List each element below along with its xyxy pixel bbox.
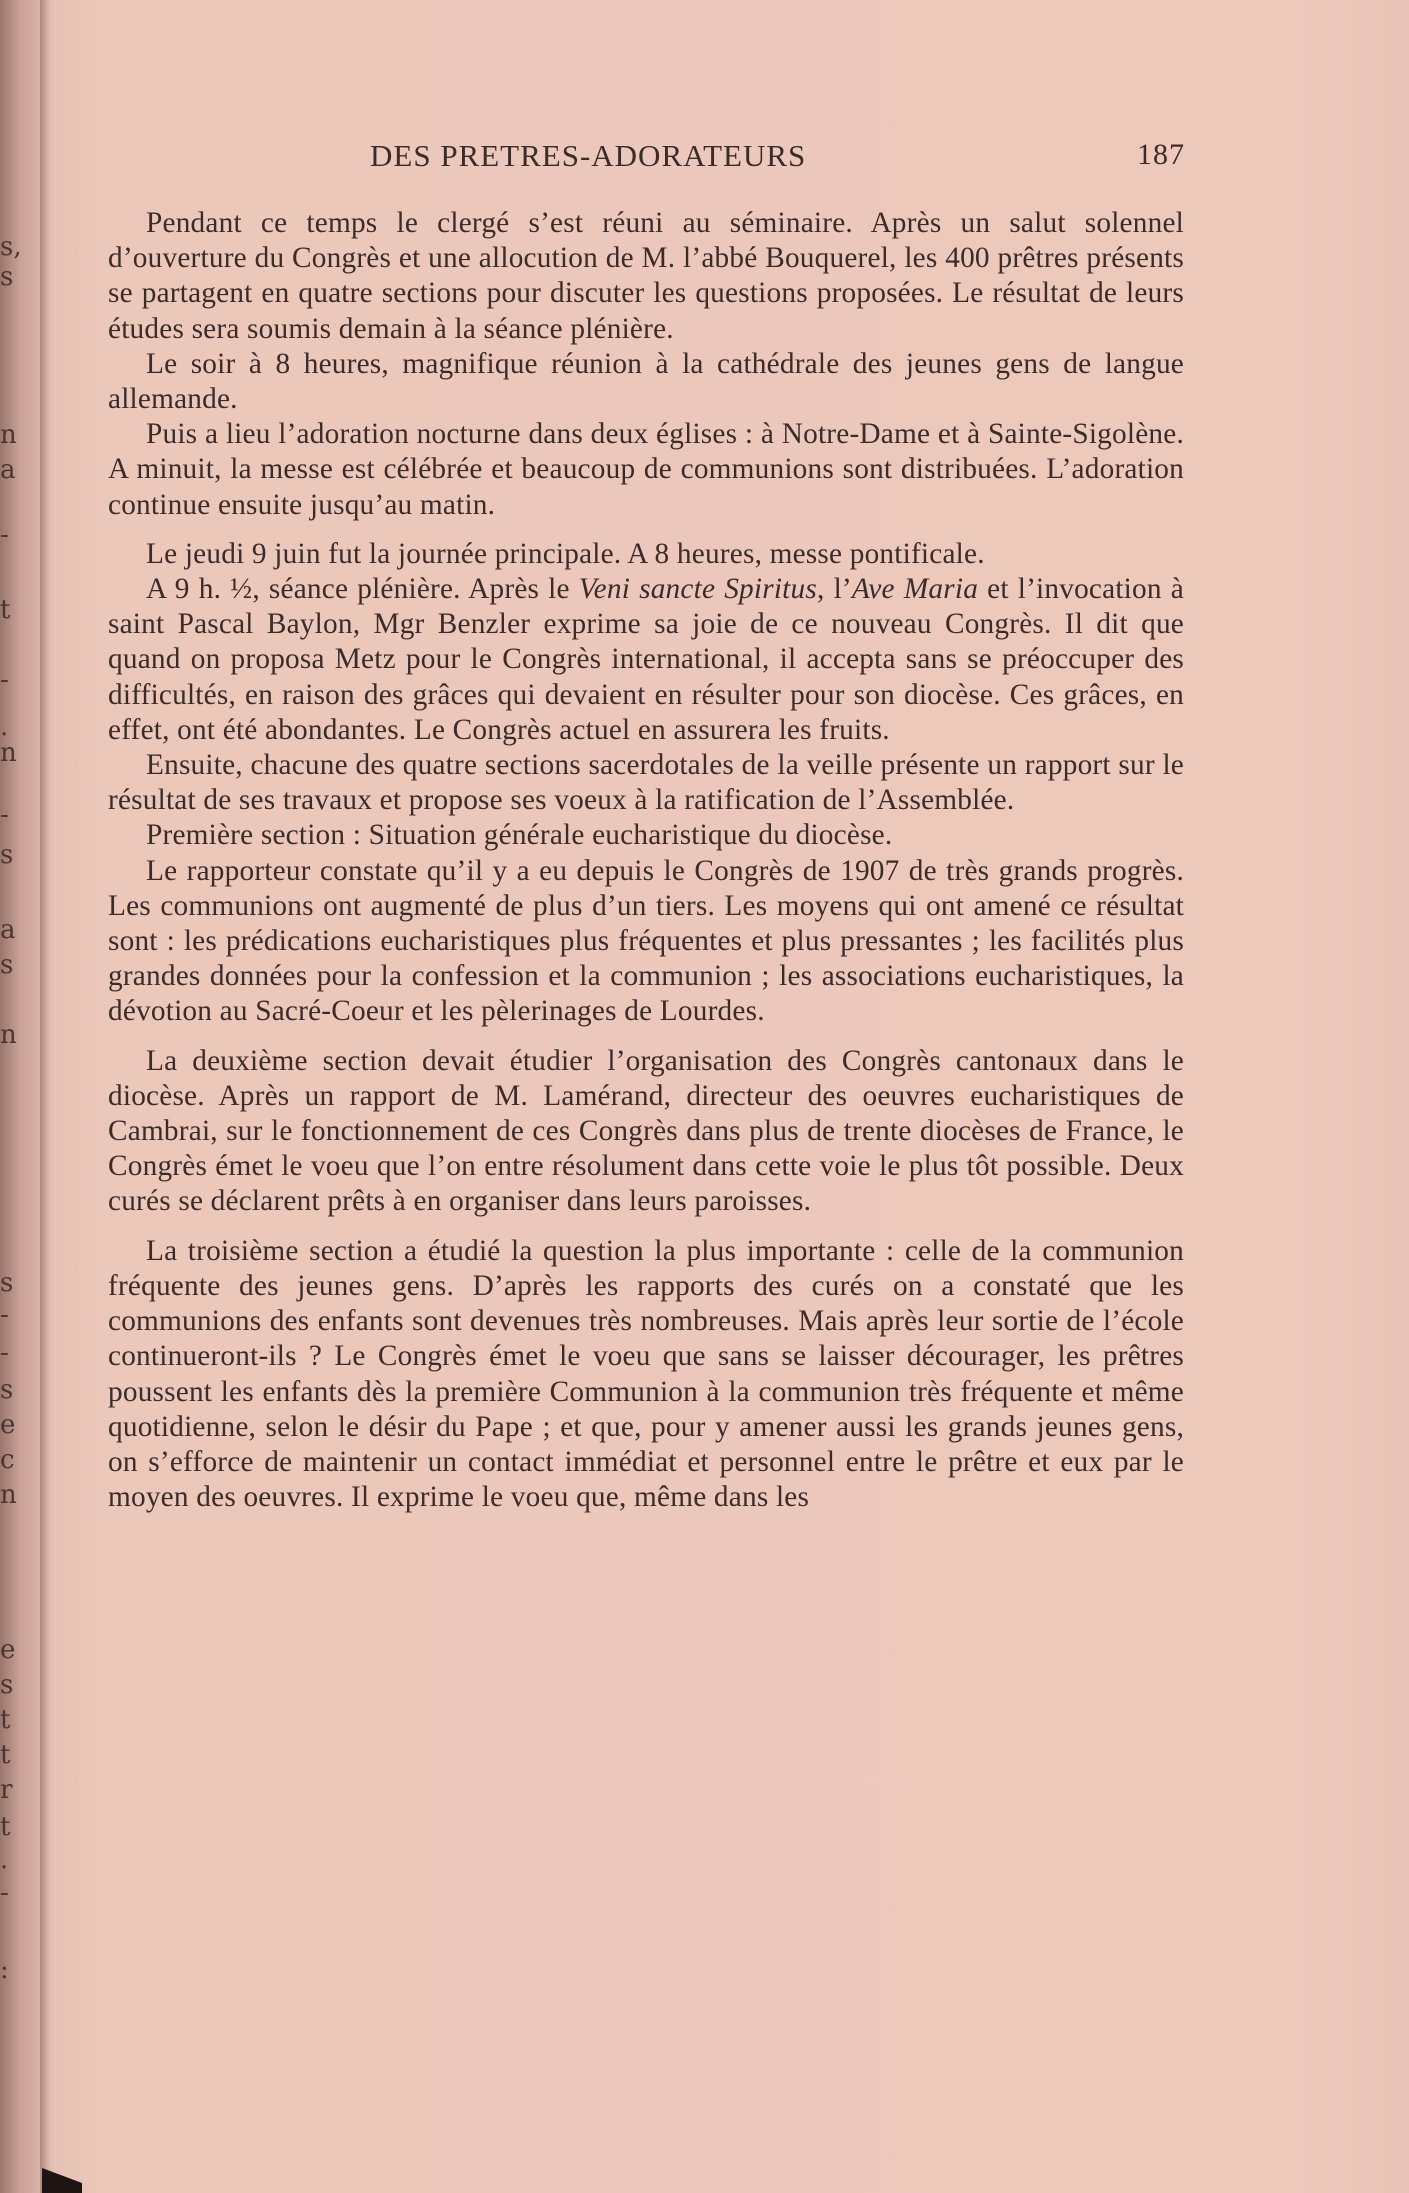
body-text <box>108 206 1184 1515</box>
margin-char: n <box>0 1480 17 1510</box>
margin-char: . <box>0 712 9 742</box>
page-header <box>370 138 1185 178</box>
margin-char: t <box>0 1812 11 1842</box>
margin-char: - <box>0 520 9 550</box>
margin-char: . <box>0 1845 9 1875</box>
margin-char: n <box>0 738 17 768</box>
margin-char: s <box>0 262 14 292</box>
margin-char: s, <box>0 232 22 262</box>
paragraph: Pendant ce temps le clergé s’est réuni au séminaire. Après un salut solennel d’ouverture du Congrès et une allocution de M. l’abbé Bouquerel, les 400 prêtres présents se partagent en quatre sections pour discuter les questions proposées. Le résultat de leurs études sera soumis demain à la séance plénière. <box>108 207 1184 345</box>
latin-title: Ave Maria <box>851 573 979 606</box>
paragraph: La troisième section a étudié la question la plus importante : celle de la communion fréquente des jeunes gens. D’après les rapports des curés on a constaté que les communions des enfants sont devenues très nombreuses. Mais après leur sortie de l’école continueront-ils ? Le Congrès émet le voeu que sans se laisser décourager, les prêtres poussent les enfants dès la première Communion à la communion très fréquente et même quotidienne, selon le désir du Pape ; et que, pour y amener aussi les grands jeunes gens, on s’efforce de maintenir un contact immédiat et personnel entre le prêtre et eux par le moyen des oeuvres. Il exprime le voeu que, même dans les <box>108 1234 1184 1514</box>
paragraph: Première section : Situation générale eucharistique du diocèse. <box>146 819 893 852</box>
margin-char: : <box>0 1955 9 1985</box>
margin-char: a <box>0 455 16 485</box>
latin-title: Veni sancte Spiritus <box>578 573 817 606</box>
margin-char: n <box>0 1020 17 1050</box>
margin-char: s <box>0 840 14 870</box>
margin-char: n <box>0 420 17 450</box>
margin-char: c <box>0 1445 15 1475</box>
margin-char: s <box>0 950 14 980</box>
paragraph: Le soir à 8 heures, magnifique réunion à la cathédrale des jeunes gens de langue allemande. <box>108 347 1184 416</box>
running-title: DES PRETRES-ADORATEURS <box>370 138 807 173</box>
paragraph-text: et l’invocation à saint Pascal Baylon, Mgr Benzler exprime sa joie de ce nouveau Congrès. Il dit que quand on proposa Metz pour le Congrès international, il accepta sans se préoccuper des difficultés, en raison des grâces qui devaient en résulter pour son diocèse. Ces grâces, en effet, ont été abondantes. Le Congrès actuel en assurera les fruits. <box>108 573 1184 746</box>
corner-shadow <box>42 2168 82 2193</box>
paragraph <box>108 572 1184 748</box>
margin-char: s <box>0 1375 14 1405</box>
margin-char: e <box>0 1410 16 1440</box>
facing-page-edge <box>0 0 30 2193</box>
paragraph: Ensuite, chacune des quatre sections sacerdotales de la veille présente un rapport sur le résultat de ses travaux et propose ses voeux à la ratification de l’Assemblée. <box>108 749 1184 817</box>
paragraph-text: A 9 h. ½, séance plénière. Après le <box>146 573 579 606</box>
margin-char: a <box>0 915 16 945</box>
paragraph: Puis a lieu l’adoration nocturne dans deux églises : à Notre-Dame et à Sainte-Sigolène. A minuit, la messe est célébrée et beaucoup de communions sont distribuées. L’adoration continue ensuite jusqu’au matin. <box>108 418 1184 521</box>
page-number: 187 <box>1137 138 1185 171</box>
paragraph: La deuxième section devait étudier l’organisation des Congrès cantonaux dans le diocèse. Après un rapport de M. Lamérand, directeur des oeuvres eucharistiques de Cambrai, sur le fonctionnement de ces Congrès dans plus de trente diocèses de France, le Congrès émet le voeu que l’on entre résolument dans cette voie le plus tôt possible. Deux curés se déclarent prêts à en organiser dans leurs paroisses. <box>108 1044 1184 1218</box>
margin-char: - <box>0 665 9 695</box>
margin-char: - <box>0 1300 9 1330</box>
margin-char: - <box>0 800 9 830</box>
margin-char: s <box>0 1670 14 1700</box>
margin-char: - <box>0 1338 9 1368</box>
margin-char: - <box>0 1878 9 1908</box>
margin-char: t <box>0 1705 11 1735</box>
spine-shadow <box>40 0 50 2193</box>
paragraph: Le rapporteur constate qu’il y a eu depuis le Congrès de 1907 de très grands progrès. Les communions ont augmenté de plus d’un tiers. Les moyens qui ont amené ce résultat sont : les prédications eucharistiques plus fréquentes et plus pressantes ; les facilités plus grandes données pour la confession et la communion ; les associations eucharistiques, la dévotion au Sacré-Coeur et les pèlerinages de Lourdes. <box>108 854 1184 1028</box>
margin-char: r <box>0 1775 13 1805</box>
paragraph: Le jeudi 9 juin fut la journée principale. A 8 heures, messe pontificale. <box>146 537 985 570</box>
paragraph-text: , l’ <box>816 573 852 606</box>
margin-char: t <box>0 595 11 625</box>
margin-char: e <box>0 1635 16 1665</box>
margin-char: t <box>0 1740 11 1770</box>
margin-char: s <box>0 1268 14 1298</box>
